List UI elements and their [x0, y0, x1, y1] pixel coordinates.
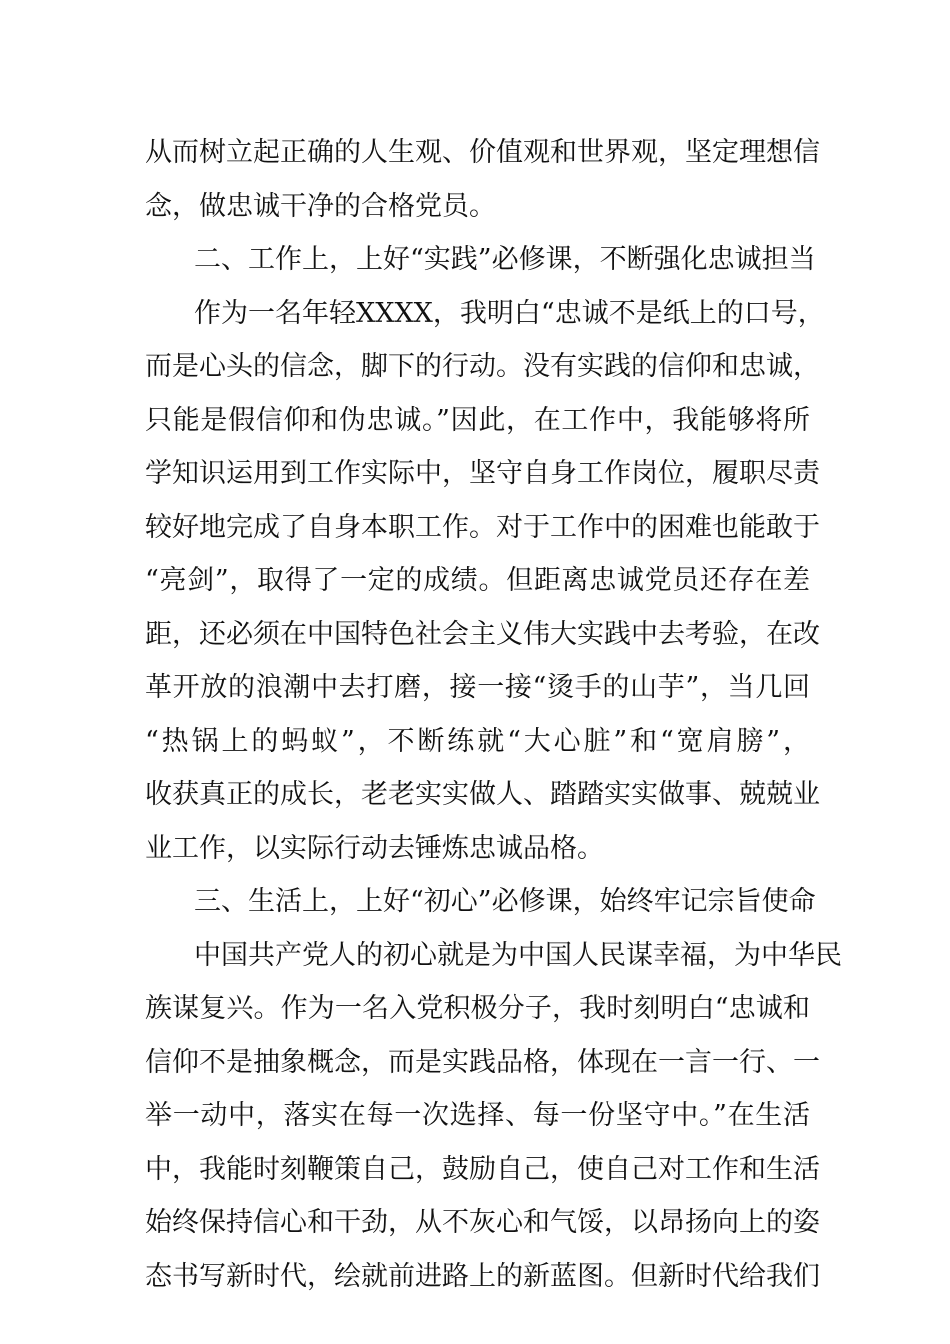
paragraph-line: 学知识运用到工作实际中，坚守自身工作岗位，履职尽责 — [145, 458, 820, 489]
paragraph-line: 信仰不是抽象概念，而是实践品格，体现在一言一行、一 — [145, 1046, 820, 1078]
paragraph-line: 中，我能时刻鞭策自己，鼓励自己，使自己对工作和生活 — [145, 1153, 820, 1185]
paragraph-line: “热锅上的蚂蚁”，不断练就“大心脏”和“宽肩膀”， — [145, 725, 810, 757]
paragraph-line: 较好地完成了自身本职工作。对于工作中的困难也能敢于 — [145, 511, 820, 543]
paragraph-line: 念，做忠诚干净的合格党员。 — [145, 190, 496, 222]
paragraph-line: 举一动中，落实在每一次选择、每一份坚守中。”在生活 — [145, 1100, 810, 1131]
section-heading-work: 二、工作上，上好“实践”必修课，不断强化忠诚担当 — [194, 244, 816, 275]
paragraph-line: 革开放的浪潮中去打磨，接一接“烫手的山芋”，当几回 — [145, 672, 810, 703]
paragraph-line: 中国共产党人的初心就是为中国人民谋幸福，为中华民 — [194, 939, 842, 971]
paragraph-line: 始终保持信心和干劲，从不灰心和气馁，以昂扬向上的姿 — [145, 1207, 820, 1238]
section-heading-life: 三、生活上，上好“初心”必修课，始终牢记宗旨使命 — [194, 886, 816, 917]
paragraph-line: 距，还必须在中国特色社会主义伟大实践中去考验，在改 — [145, 618, 820, 650]
paragraph-line: 收获真正的成长，老老实实做人、踏踏实实做事、兢兢业 — [145, 779, 820, 810]
paragraph-line: 从而树立起正确的人生观、价值观和世界观，坚定理想信 — [145, 137, 820, 168]
paragraph-line: 族谋复兴。作为一名入党积极分子，我时刻明白“忠诚和 — [145, 993, 810, 1024]
paragraph-line: “亮剑”，取得了一定的成绩。但距离忠诚党员还存在差 — [145, 565, 810, 596]
paragraph-line: 而是心头的信念，脚下的行动。没有实践的信仰和忠诚， — [145, 351, 820, 382]
paragraph-line: 只能是假信仰和伪忠诚。”因此，在工作中，我能够将所 — [145, 404, 810, 436]
paragraph-line: 作为一名年轻XXXX，我明白“忠诚不是纸上的口号， — [194, 297, 825, 329]
paragraph-line: 态书写新时代，绘就前进路上的新蓝图。但新时代给我们 — [145, 1260, 820, 1292]
body-text — [145, 126, 842, 1303]
paragraph-line: 业工作，以实际行动去锤炼忠诚品格。 — [145, 832, 604, 864]
